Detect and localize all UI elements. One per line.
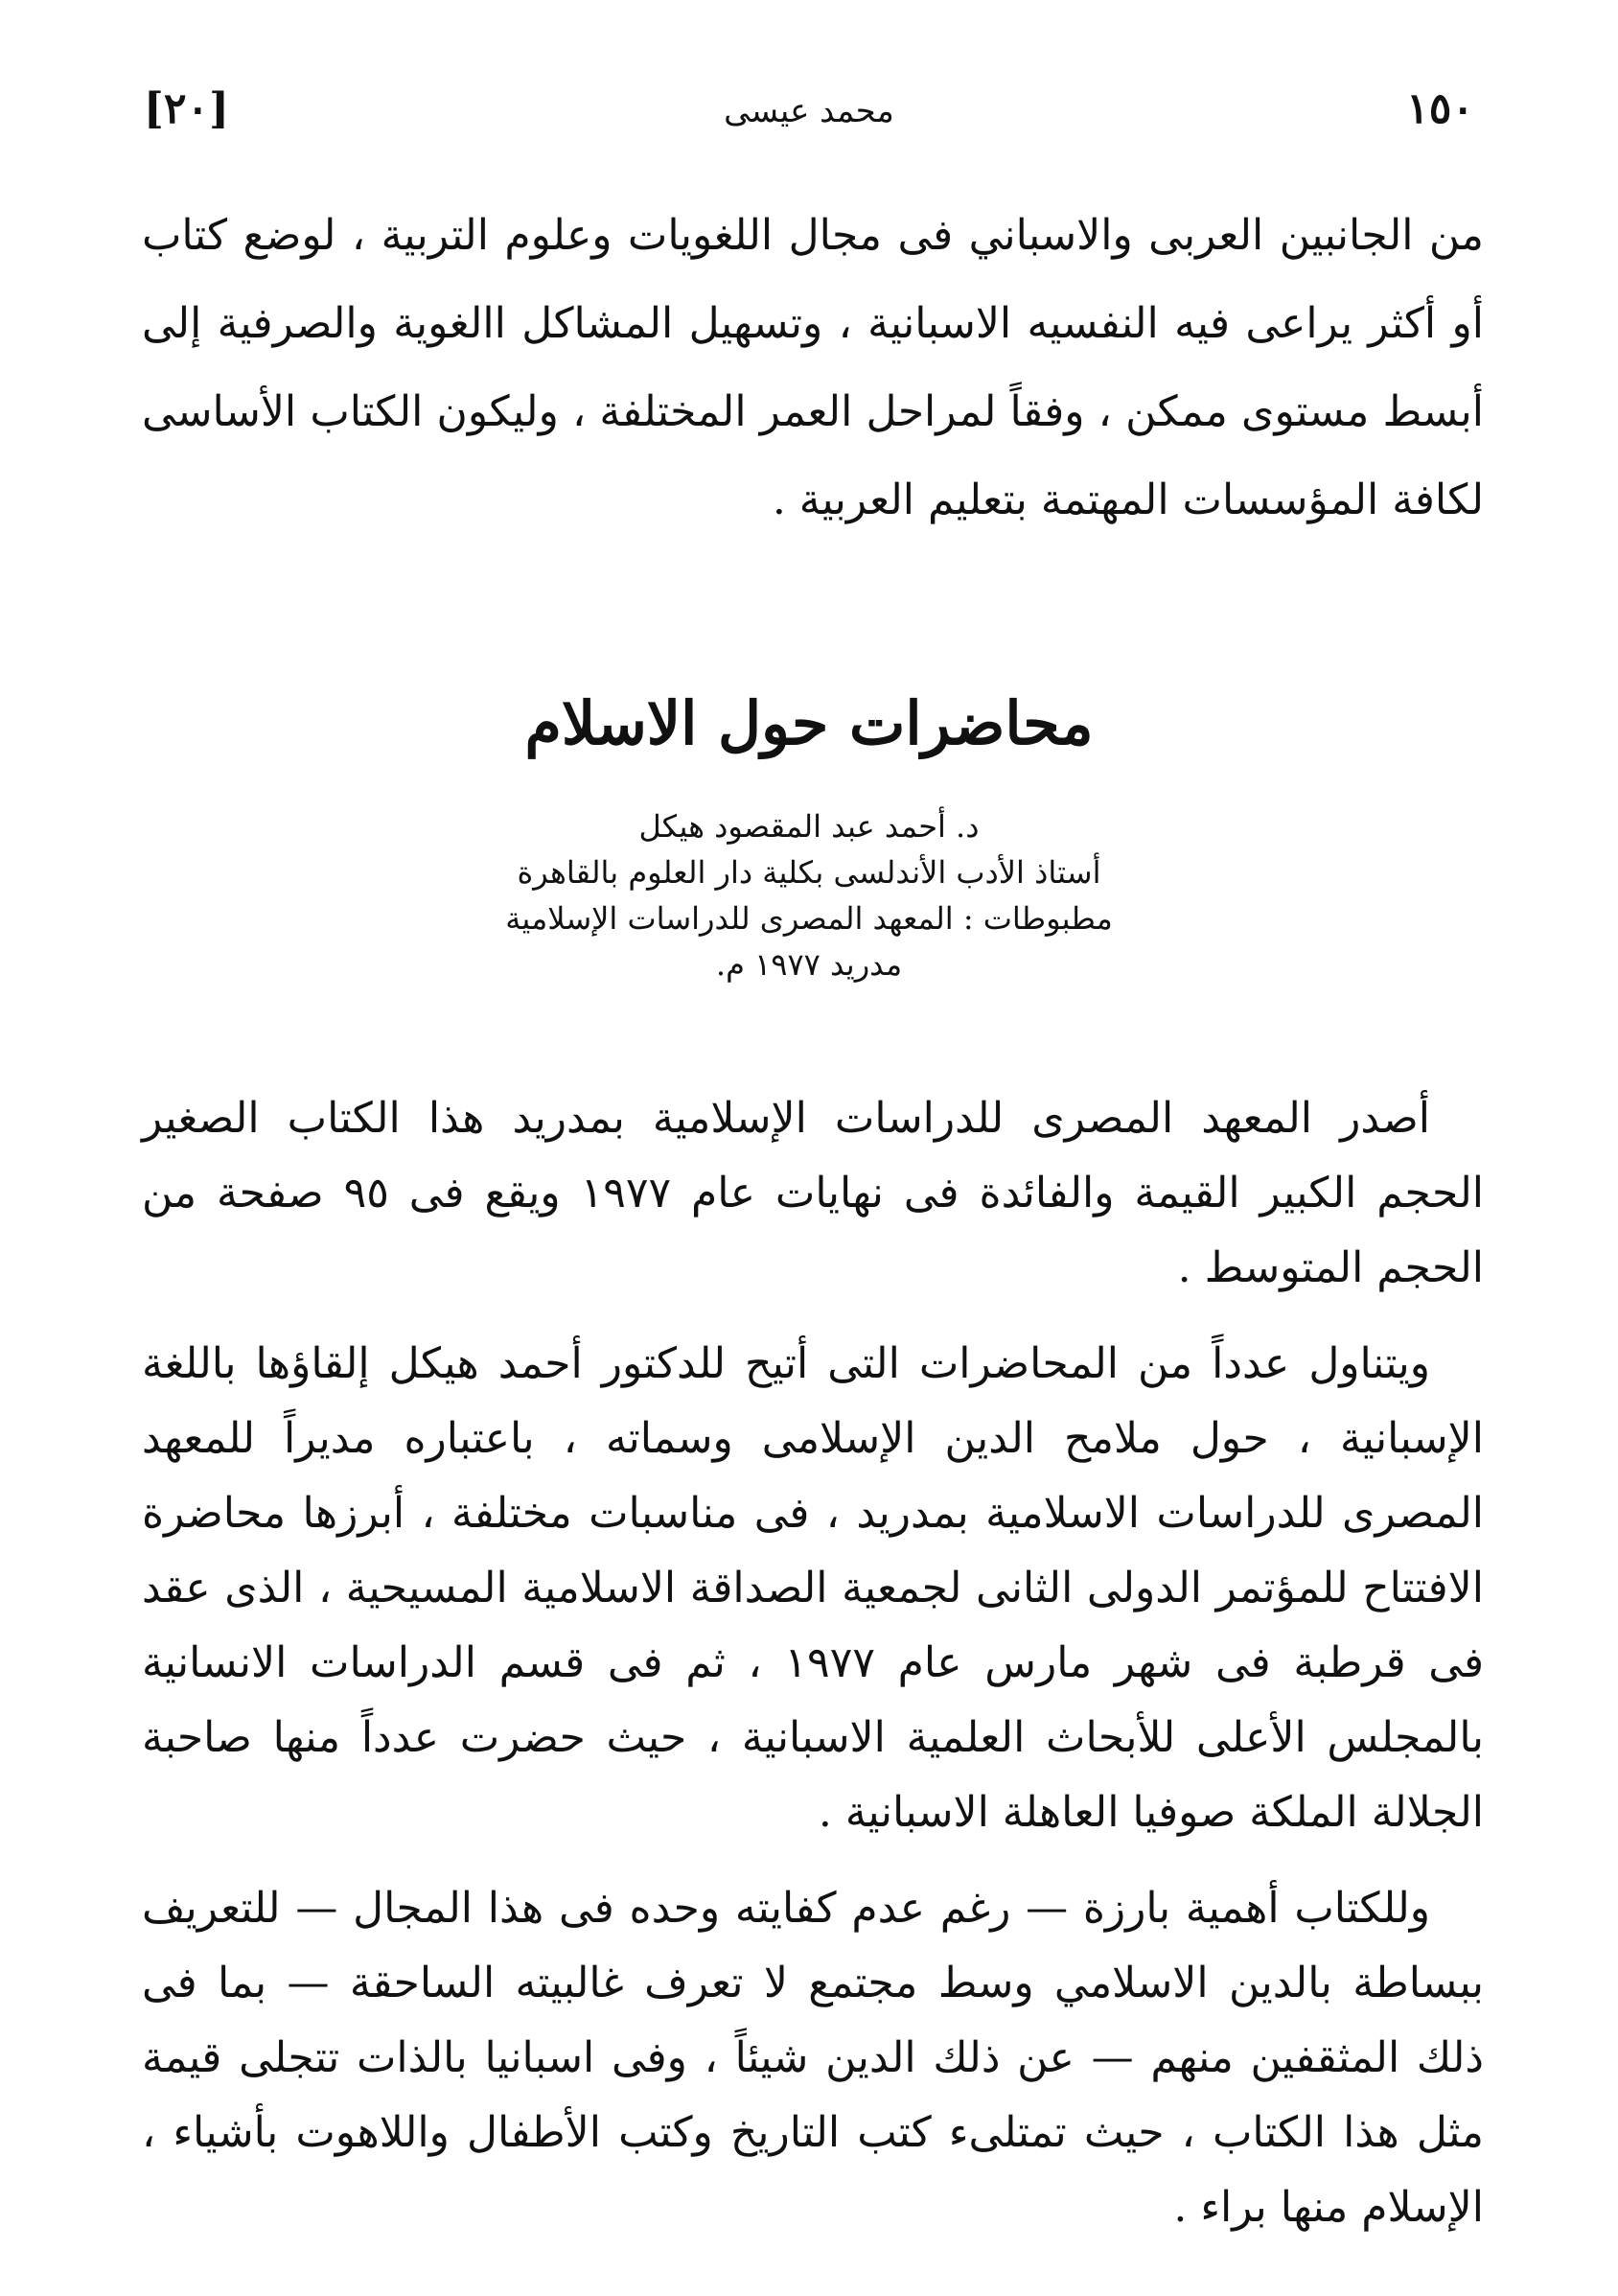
publication-place-date: مدريد ١٩٧٧ م. [715, 946, 903, 983]
section-title: محاضرات حول الاسلام [524, 688, 1094, 758]
paragraph: وللكتاب أهمية بارزة — رغم عدم كفايته وحده فى هذا المجال — للتعريف ببساطة بالدين الاسلامي وسط مجتمع لا تعرف غالبيته الساحقة — بما فى ذلك المثقفين منهم — عن ذلك الدين شيئاً ، وفى اسبانيا بالذات تتجلى قيمة مثل هذا الكتاب ، حيث تمتلىء كتب التاريخ وكتب الأطفال واللاهوت بأشياء ، الإسلام منها براء . [142, 1884, 1484, 2232]
paragraph: أصدر المعهد المصرى للدراسات الإسلامية بمدريد هذا الكتاب الصغير الحجم الكبير القيمة والفائدة فى نهايات عام ١٩٧٧ ويقع فى ٩٥ صفحة من الحجم المتوسط . [142, 1094, 1484, 1292]
publisher: مطبوطات : المعهد المصرى للدراسات الإسلامية [505, 900, 1113, 937]
review-body [142, 1081, 1484, 2266]
author-affiliation: أستاذ الأدب الأندلسى بكلية دار العلوم بالقاهرة [517, 854, 1101, 891]
paragraph: ويتناول عدداً من المحاضرات التى أتيح للدكتور أحمد هيكل إلقاؤها باللغة الإسبانية ، حول ملامح الدين الإسلامى وسماته ، باعتباره مديراً للمعهد المصرى للدراسات الاسلامية بمدريد ، فى مناسبات مختلفة ، أبرزها محاضرة الافتتاح للمؤتمر الدولى الثانى لجمعية الصداقة الاسلامية المسيحية ، الذى عقد فى قرطبة فى شهر مارس عام ١٩٧٧ ، ثم فى قسم الدراسات الانسانية بالمجلس الأعلى للأبحاث العلمية الاسبانية ، حيث حضرت عدداً منها صاحبة الجلالة الملكة صوفيا العاهلة الاسبانية . [142, 1339, 1485, 1837]
page-number: ١٥٠ [1406, 84, 1474, 133]
page-header [144, 84, 1474, 151]
running-head-author: محمد عيسى [724, 92, 894, 130]
intro-paragraph: من الجانبين العربى والاسباني فى مجال اللغويات وعلوم التربية ، لوضع كتاب أو أكثر يراعى فيه النفسيه الاسبانية ، وتسهيل المشاكل االغوية والصرفية إلى أبسط مستوى ممكن ، وفقاً لمراحل العمر المختلفة ، وليكون الكتاب الأساسى لكافة المؤسسات المهتمة بتعليم العربية . [142, 211, 1484, 524]
issue-number: [٢٠] [144, 84, 229, 133]
bibliographic-info [0, 803, 1618, 987]
book-author: د. أحمد عبد المقصود هيكل [638, 808, 980, 845]
